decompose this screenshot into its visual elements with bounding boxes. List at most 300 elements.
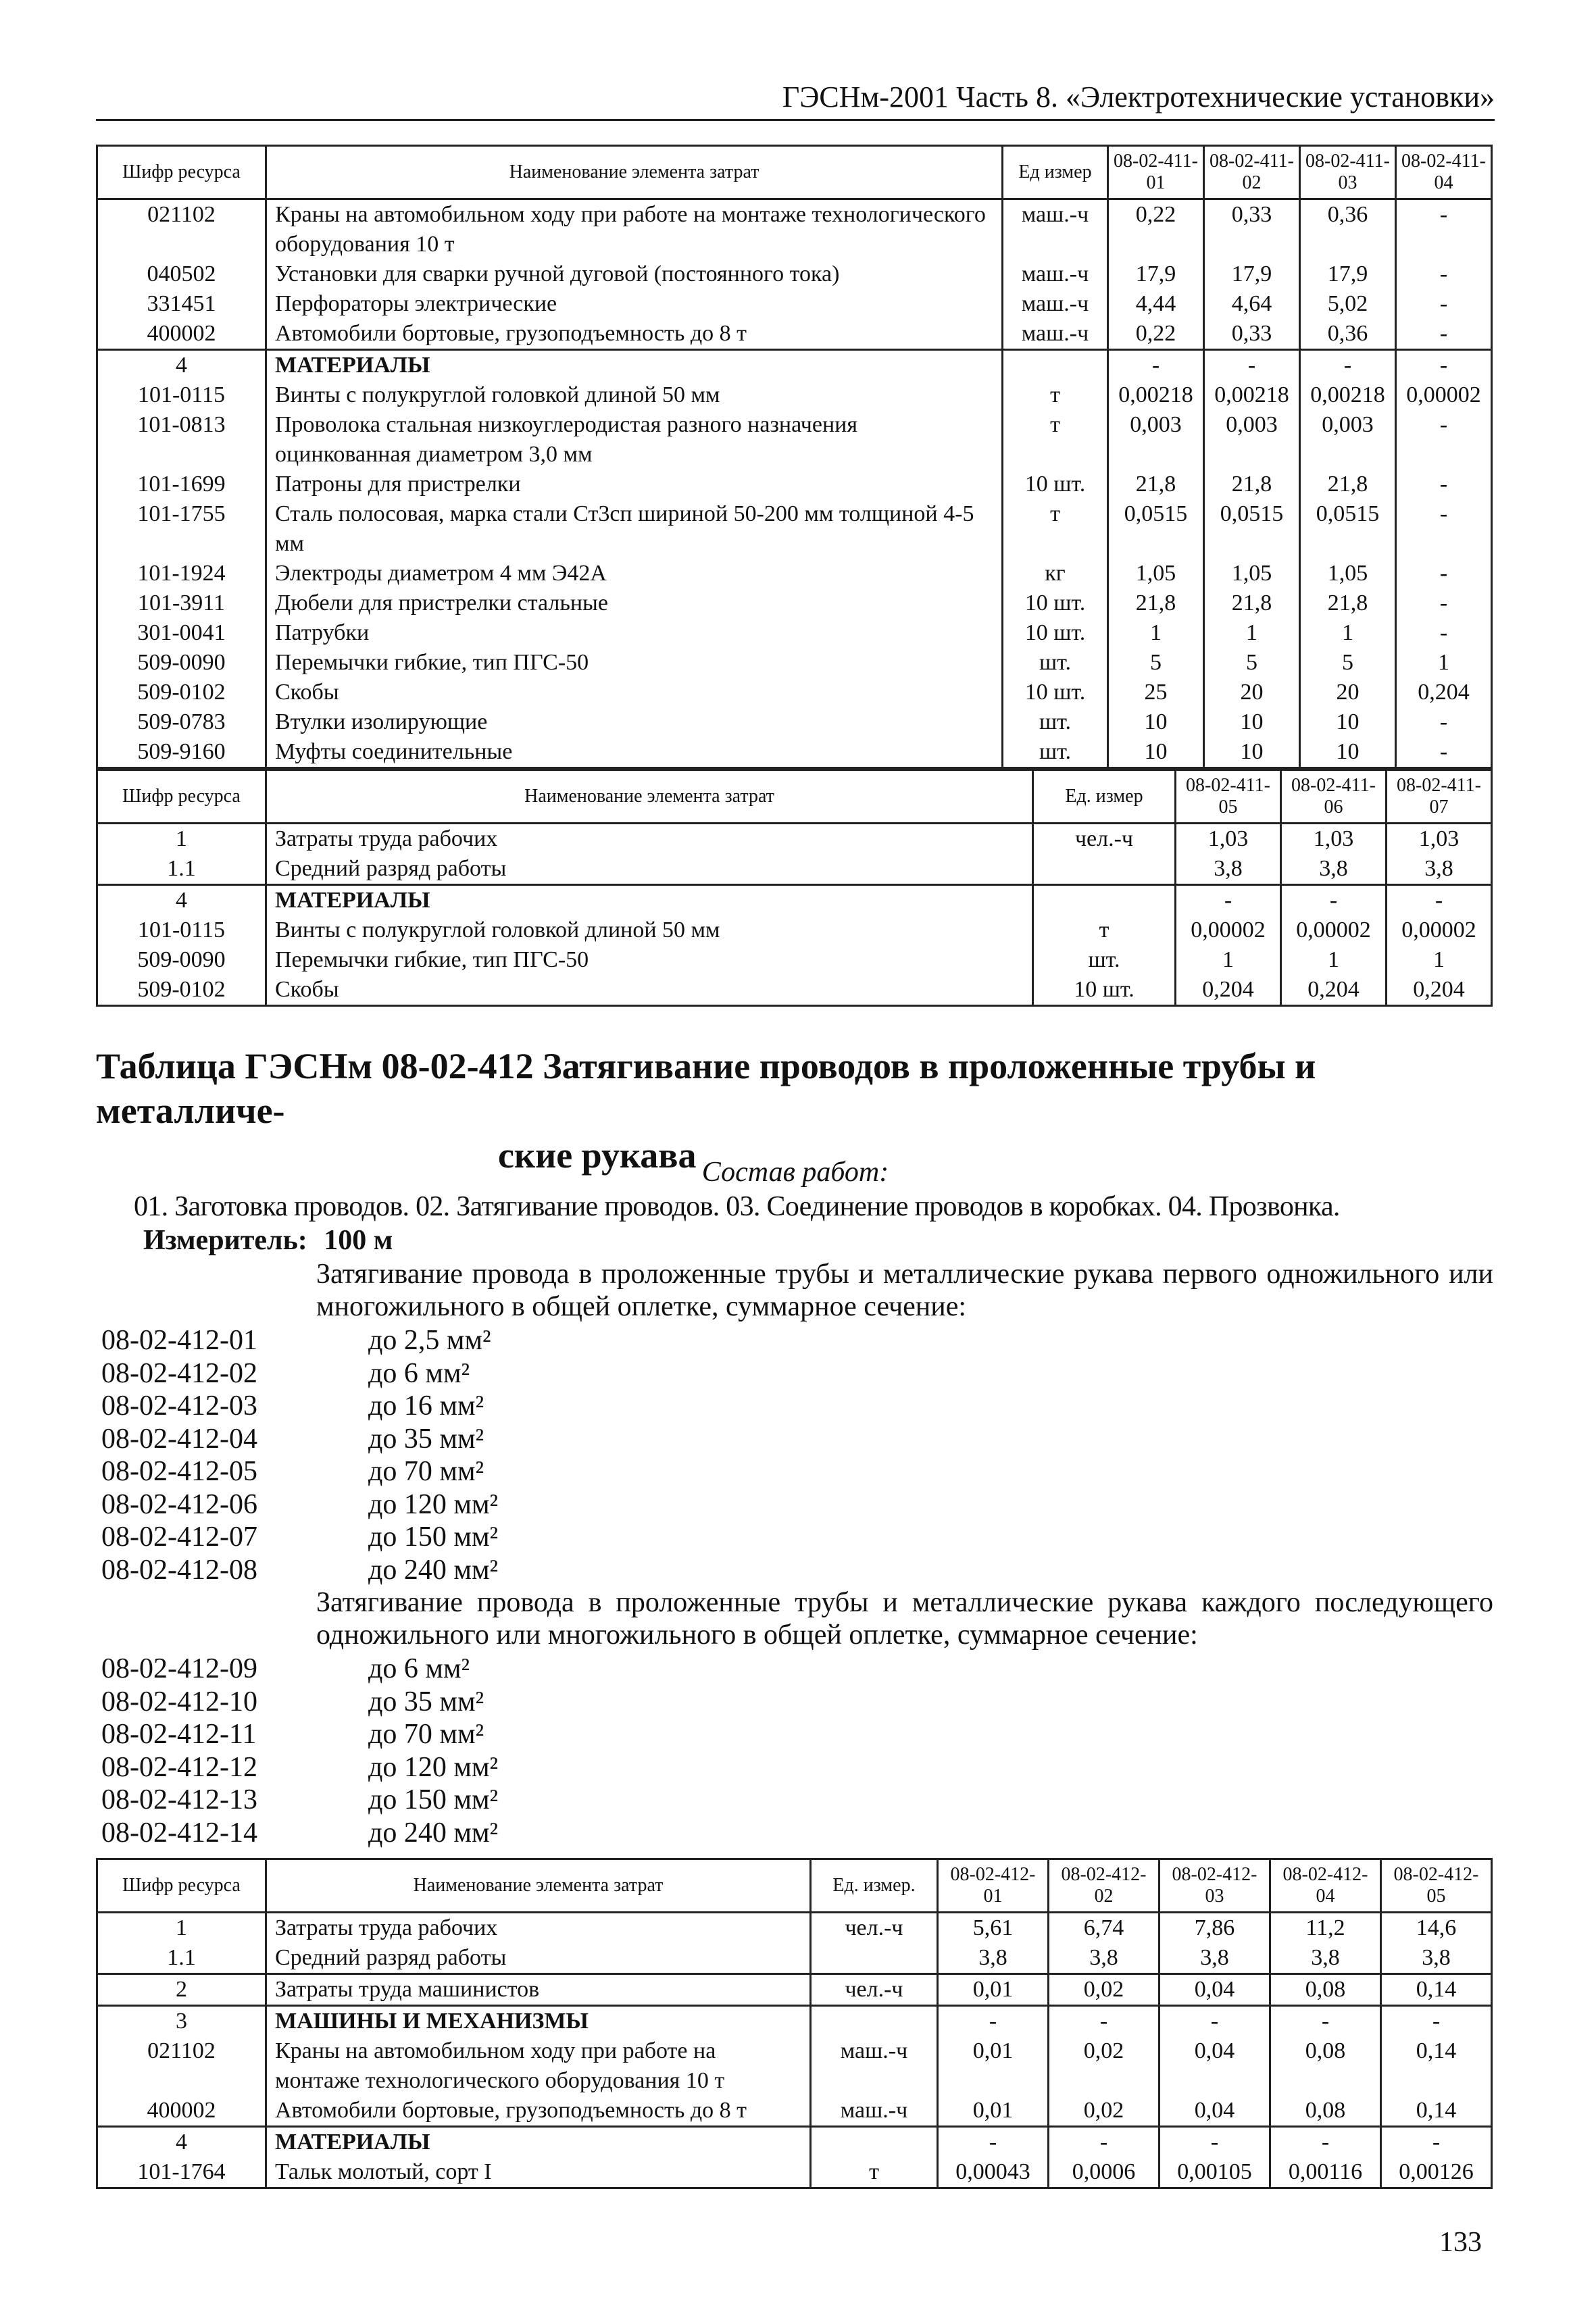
unit-cell: кг bbox=[1003, 559, 1108, 588]
resource-code-cell: 1 bbox=[97, 1913, 266, 1944]
value-cell: 10 bbox=[1204, 737, 1300, 768]
value-cell: 0,36 bbox=[1300, 319, 1396, 350]
value-cell: 3,8 bbox=[1387, 854, 1492, 885]
resource-code-cell: 040502 bbox=[97, 259, 266, 289]
norm-code: 08-02-412-01 bbox=[101, 1325, 257, 1356]
value-cell: 0,08 bbox=[1270, 2036, 1381, 2096]
norm-code: 08-02-412-09 bbox=[101, 1653, 257, 1684]
value-cell: 0,00218 bbox=[1300, 380, 1396, 410]
value-cell: 0,33 bbox=[1204, 319, 1300, 350]
value-cell: 21,8 bbox=[1300, 588, 1396, 618]
resource-table-411-01-04 bbox=[96, 145, 1493, 769]
value-cell: - bbox=[1281, 885, 1387, 916]
norm-description: до 120 мм² bbox=[368, 1751, 499, 1783]
resource-name-cell: Патроны для пристрелки bbox=[266, 470, 1003, 499]
composition-label: Состав работ: bbox=[701, 1157, 889, 1188]
value-cell: 1 bbox=[1108, 618, 1204, 648]
column-header: 08-02-411-01 bbox=[1108, 146, 1204, 199]
value-cell: - bbox=[1381, 2006, 1492, 2037]
value-cell: 10 bbox=[1108, 707, 1204, 737]
value-cell: 17,9 bbox=[1300, 259, 1396, 289]
resource-name-cell: Винты с полукруглой головкой длиной 50 мм bbox=[266, 915, 1033, 945]
value-cell: 0,003 bbox=[1204, 410, 1300, 470]
value-cell: - bbox=[1396, 259, 1492, 289]
resource-code-cell: 400002 bbox=[97, 319, 266, 350]
column-header: 08-02-411-04 bbox=[1396, 146, 1492, 199]
value-cell: - bbox=[1049, 2127, 1159, 2158]
value-cell: - bbox=[1396, 618, 1492, 648]
unit-cell: маш.-ч bbox=[1003, 259, 1108, 289]
value-cell: 3,8 bbox=[938, 1943, 1049, 1974]
resource-code-cell: 1.1 bbox=[97, 854, 266, 885]
resource-name-cell: Краны на автомобильном ходу при работе на монтаже технологического оборудования 10 т bbox=[266, 199, 1003, 260]
table-row bbox=[97, 588, 1492, 618]
value-cell: 0,04 bbox=[1159, 1974, 1270, 2006]
measure-label: Измеритель: bbox=[143, 1225, 307, 1256]
norm-code: 08-02-412-06 bbox=[101, 1488, 257, 1520]
value-cell: 0,00002 bbox=[1281, 915, 1387, 945]
value-cell: - bbox=[1159, 2127, 1270, 2158]
resource-name-cell: Автомобили бортовые, грузоподъемность до 8 т bbox=[266, 319, 1003, 350]
resource-code-cell: 331451 bbox=[97, 289, 266, 319]
table-row bbox=[97, 945, 1492, 975]
resource-name-cell: Средний разряд работы bbox=[266, 854, 1033, 885]
norm-code: 08-02-412-02 bbox=[101, 1357, 257, 1389]
table-header-row bbox=[97, 770, 1492, 824]
value-cell: 3,8 bbox=[1176, 854, 1281, 885]
value-cell: 0,00218 bbox=[1204, 380, 1300, 410]
column-header: Шифр ресурса bbox=[97, 770, 266, 824]
value-cell: - bbox=[1387, 885, 1492, 916]
value-cell: 17,9 bbox=[1108, 259, 1204, 289]
column-header: 08-02-412-02 bbox=[1049, 1859, 1159, 1913]
value-cell: 3,8 bbox=[1159, 1943, 1270, 1974]
code-list-item bbox=[101, 1554, 498, 1587]
running-header bbox=[96, 80, 1495, 121]
resource-name-cell: Скобы bbox=[266, 678, 1003, 707]
resource-code-cell: 4 bbox=[97, 350, 266, 381]
value-cell: 0,003 bbox=[1108, 410, 1204, 470]
running-header-text: ГЭСНм-2001 Часть 8. «Электротехнические установки» bbox=[782, 80, 1495, 114]
table-row bbox=[97, 559, 1492, 588]
value-cell: 1 bbox=[1300, 618, 1396, 648]
code-list-item bbox=[101, 1455, 498, 1488]
value-cell: 21,8 bbox=[1204, 588, 1300, 618]
value-cell: 21,8 bbox=[1204, 470, 1300, 499]
column-header: 08-02-411-02 bbox=[1204, 146, 1300, 199]
resource-name-cell: Краны на автомобильном ходу при работе на монтаже технологического оборудования 10 т bbox=[266, 2036, 811, 2096]
value-cell: 0,00116 bbox=[1270, 2157, 1381, 2188]
resource-name-cell: Втулки изолирующие bbox=[266, 707, 1003, 737]
unit-cell: маш.-ч bbox=[1003, 319, 1108, 350]
value-cell: 0,08 bbox=[1270, 1974, 1381, 2006]
column-header: Ед. измер bbox=[1033, 770, 1176, 824]
norm-code: 08-02-412-07 bbox=[101, 1521, 257, 1553]
code-list-item bbox=[101, 1357, 498, 1390]
value-cell: - bbox=[1396, 499, 1492, 559]
value-cell: 21,8 bbox=[1108, 470, 1204, 499]
norm-description: до 6 мм² bbox=[368, 1357, 470, 1389]
resource-table-412-01-05 bbox=[96, 1858, 1493, 2189]
resource-code-cell: 509-0102 bbox=[97, 975, 266, 1006]
norm-code: 08-02-412-10 bbox=[101, 1686, 257, 1717]
resource-code-cell: 101-0813 bbox=[97, 410, 266, 470]
unit-cell: шт. bbox=[1033, 945, 1176, 975]
resource-name-cell: МАТЕРИАЛЫ bbox=[266, 2127, 811, 2158]
unit-cell bbox=[811, 2006, 938, 2037]
value-cell: 1 bbox=[1281, 945, 1387, 975]
value-cell: 0,0006 bbox=[1049, 2157, 1159, 2188]
value-cell: 0,36 bbox=[1300, 199, 1396, 260]
value-cell: 0,0515 bbox=[1204, 499, 1300, 559]
resource-code-cell: 1 bbox=[97, 824, 266, 855]
norm-description: до 120 мм² bbox=[368, 1488, 499, 1520]
norm-code: 08-02-412-14 bbox=[101, 1817, 257, 1848]
value-cell: 0,00126 bbox=[1381, 2157, 1492, 2188]
table-row bbox=[97, 2006, 1492, 2037]
measure-line bbox=[143, 1224, 393, 1257]
resource-code-cell: 1.1 bbox=[97, 1943, 266, 1974]
value-cell: - bbox=[1300, 350, 1396, 381]
unit-cell: 10 шт. bbox=[1003, 588, 1108, 618]
column-header: Наименование элемента затрат bbox=[266, 770, 1033, 824]
value-cell: 1,05 bbox=[1204, 559, 1300, 588]
value-cell: 0,22 bbox=[1108, 319, 1204, 350]
unit-cell: 10 шт. bbox=[1003, 470, 1108, 499]
resource-code-cell: 021102 bbox=[97, 2036, 266, 2096]
unit-cell: маш.-ч bbox=[811, 2096, 938, 2127]
resource-name-cell: МАТЕРИАЛЫ bbox=[266, 350, 1003, 381]
column-header: 08-02-411-07 bbox=[1387, 770, 1492, 824]
unit-cell: т bbox=[1003, 499, 1108, 559]
code-list-item bbox=[101, 1324, 498, 1357]
group2-code-list bbox=[101, 1653, 498, 1849]
code-list-item bbox=[101, 1488, 498, 1521]
value-cell: - bbox=[1108, 350, 1204, 381]
section-title-line2: ские рукава bbox=[498, 1135, 697, 1176]
value-cell: 3,8 bbox=[1270, 1943, 1381, 1974]
unit-cell: 10 шт. bbox=[1033, 975, 1176, 1006]
resource-code-cell: 101-1755 bbox=[97, 499, 266, 559]
value-cell: - bbox=[1159, 2006, 1270, 2037]
table-row bbox=[97, 410, 1492, 470]
norm-description: до 16 мм² bbox=[368, 1390, 484, 1422]
group2-description: Затягивание провода в проложенные трубы и металлические рукава каждого последующего одножильного или многожильного в общей оплетке, суммарное сечение: bbox=[316, 1587, 1493, 1651]
resource-name-cell: МАШИНЫ И МЕХАНИЗМЫ bbox=[266, 2006, 811, 2037]
code-list-item bbox=[101, 1686, 498, 1719]
resource-code-cell: 509-9160 bbox=[97, 737, 266, 768]
value-cell: - bbox=[1204, 350, 1300, 381]
norm-code: 08-02-412-08 bbox=[101, 1554, 257, 1586]
column-header: 08-02-411-05 bbox=[1176, 770, 1281, 824]
table-row bbox=[97, 737, 1492, 768]
value-cell: 0,204 bbox=[1281, 975, 1387, 1006]
value-cell: 0,00218 bbox=[1108, 380, 1204, 410]
column-header: 08-02-411-03 bbox=[1300, 146, 1396, 199]
value-cell: 21,8 bbox=[1108, 588, 1204, 618]
group1-code-list bbox=[101, 1324, 498, 1586]
value-cell: 20 bbox=[1300, 678, 1396, 707]
value-cell: 10 bbox=[1300, 737, 1396, 768]
code-list-item bbox=[101, 1718, 498, 1751]
resource-code-cell: 021102 bbox=[97, 199, 266, 260]
column-header: Ед измер bbox=[1003, 146, 1108, 199]
value-cell: 0,204 bbox=[1396, 678, 1492, 707]
unit-cell: маш.-ч bbox=[1003, 199, 1108, 260]
norm-code: 08-02-412-11 bbox=[101, 1719, 257, 1750]
value-cell: 21,8 bbox=[1300, 470, 1396, 499]
value-cell: 10 bbox=[1300, 707, 1396, 737]
norm-code: 08-02-412-04 bbox=[101, 1423, 257, 1455]
resource-code-cell: 101-1764 bbox=[97, 2157, 266, 2188]
column-header: Ед. измер. bbox=[811, 1859, 938, 1913]
resource-name-cell: Сталь полосовая, марка стали Ст3сп шириной 50-200 мм толщиной 4-5 мм bbox=[266, 499, 1003, 559]
code-list-item bbox=[101, 1653, 498, 1686]
table-row bbox=[97, 259, 1492, 289]
value-cell: 0,003 bbox=[1300, 410, 1396, 470]
norm-description: до 35 мм² bbox=[368, 1423, 484, 1455]
value-cell: 0,33 bbox=[1204, 199, 1300, 260]
value-cell: 1 bbox=[1396, 648, 1492, 678]
value-cell: 0,14 bbox=[1381, 2036, 1492, 2096]
composition-text: 01. Заготовка проводов. 02. Затягивание проводов. 03. Соединение проводов в коробках. 04. Прозвонка. bbox=[134, 1191, 1340, 1222]
unit-cell: чел.-ч bbox=[811, 1913, 938, 1944]
value-cell: 0,01 bbox=[938, 2096, 1049, 2127]
resource-name-cell: Затраты труда машинистов bbox=[266, 1974, 811, 2006]
unit-cell: чел.-ч bbox=[1033, 824, 1176, 855]
value-cell: 0,14 bbox=[1381, 1974, 1492, 2006]
value-cell: - bbox=[1396, 707, 1492, 737]
value-cell: - bbox=[1396, 470, 1492, 499]
value-cell: - bbox=[1270, 2006, 1381, 2037]
code-list-item bbox=[101, 1751, 498, 1784]
value-cell: 1 bbox=[1176, 945, 1281, 975]
value-cell: - bbox=[1396, 588, 1492, 618]
resource-name-cell: Муфты соединительные bbox=[266, 737, 1003, 768]
resource-name-cell: Автомобили бортовые, грузоподъемность до 8 т bbox=[266, 2096, 811, 2127]
value-cell: 25 bbox=[1108, 678, 1204, 707]
resource-name-cell: Затраты труда рабочих bbox=[266, 824, 1033, 855]
value-cell: 17,9 bbox=[1204, 259, 1300, 289]
table-row bbox=[97, 2096, 1492, 2127]
value-cell: 1,05 bbox=[1108, 559, 1204, 588]
resource-code-cell: 509-0090 bbox=[97, 945, 266, 975]
value-cell: 1,03 bbox=[1281, 824, 1387, 855]
unit-cell: т bbox=[811, 2157, 938, 2188]
table-row bbox=[97, 1974, 1492, 2006]
unit-cell: чел.-ч bbox=[811, 1974, 938, 2006]
value-cell: 4,64 bbox=[1204, 289, 1300, 319]
value-cell: 4,44 bbox=[1108, 289, 1204, 319]
resource-code-cell: 2 bbox=[97, 1974, 266, 2006]
resource-name-cell: МАТЕРИАЛЫ bbox=[266, 885, 1033, 916]
value-cell: 5 bbox=[1300, 648, 1396, 678]
norm-code: 08-02-412-12 bbox=[101, 1751, 257, 1783]
resource-code-cell: 101-1699 bbox=[97, 470, 266, 499]
value-cell: 10 bbox=[1108, 737, 1204, 768]
resource-code-cell: 400002 bbox=[97, 2096, 266, 2127]
value-cell: 0,00105 bbox=[1159, 2157, 1270, 2188]
code-list-item bbox=[101, 1521, 498, 1554]
table-row bbox=[97, 2157, 1492, 2188]
value-cell: - bbox=[1381, 2127, 1492, 2158]
value-cell: - bbox=[1176, 885, 1281, 916]
norm-description: до 6 мм² bbox=[368, 1653, 470, 1684]
value-cell: 0,0515 bbox=[1108, 499, 1204, 559]
norm-description: до 150 мм² bbox=[368, 1521, 499, 1553]
resource-name-cell: Проволока стальная низкоуглеродистая разного назначения оцинкованная диаметром 3,0 мм bbox=[266, 410, 1003, 470]
unit-cell: шт. bbox=[1003, 737, 1108, 768]
value-cell: 0,08 bbox=[1270, 2096, 1381, 2127]
value-cell: 0,02 bbox=[1049, 1974, 1159, 2006]
value-cell: 0,14 bbox=[1381, 2096, 1492, 2127]
table-row bbox=[97, 648, 1492, 678]
resource-table-411-05-07 bbox=[96, 769, 1493, 1007]
unit-cell: т bbox=[1003, 410, 1108, 470]
resource-code-cell: 3 bbox=[97, 2006, 266, 2037]
unit-cell bbox=[811, 2127, 938, 2158]
table-row bbox=[97, 915, 1492, 945]
value-cell: 20 bbox=[1204, 678, 1300, 707]
value-cell: - bbox=[1396, 319, 1492, 350]
value-cell: 0,02 bbox=[1049, 2096, 1159, 2127]
table-row bbox=[97, 854, 1492, 885]
value-cell: 0,01 bbox=[938, 1974, 1049, 2006]
norm-description: до 70 мм² bbox=[368, 1456, 484, 1487]
code-list-item bbox=[101, 1817, 498, 1850]
value-cell: 0,00043 bbox=[938, 2157, 1049, 2188]
value-cell: 6,74 bbox=[1049, 1913, 1159, 1944]
table-row bbox=[97, 380, 1492, 410]
column-header: Шифр ресурса bbox=[97, 146, 266, 199]
code-list-item bbox=[101, 1784, 498, 1817]
value-cell: 1 bbox=[1204, 618, 1300, 648]
resource-name-cell: Средний разряд работы bbox=[266, 1943, 811, 1974]
value-cell: 0,204 bbox=[1387, 975, 1492, 1006]
table-row bbox=[97, 975, 1492, 1006]
unit-cell: шт. bbox=[1003, 648, 1108, 678]
table-header-row bbox=[97, 1859, 1492, 1913]
value-cell: 1,03 bbox=[1387, 824, 1492, 855]
value-cell: - bbox=[1396, 559, 1492, 588]
unit-cell bbox=[1003, 350, 1108, 381]
norm-description: до 70 мм² bbox=[368, 1719, 484, 1750]
table-row bbox=[97, 1943, 1492, 1974]
value-cell: 11,2 bbox=[1270, 1913, 1381, 1944]
value-cell: - bbox=[938, 2006, 1049, 2037]
value-cell: 7,86 bbox=[1159, 1913, 1270, 1944]
resource-code-cell: 509-0102 bbox=[97, 678, 266, 707]
column-header: 08-02-412-04 bbox=[1270, 1859, 1381, 1913]
resource-code-cell: 101-0115 bbox=[97, 915, 266, 945]
code-list-item bbox=[101, 1390, 498, 1423]
value-cell: 14,6 bbox=[1381, 1913, 1492, 1944]
column-header: Наименование элемента затрат bbox=[266, 146, 1003, 199]
resource-name-cell: Перемычки гибкие, тип ПГС-50 bbox=[266, 945, 1033, 975]
column-header: 08-02-412-03 bbox=[1159, 1859, 1270, 1913]
section-title-line1: Таблица ГЭСНм 08-02-412 Затягивание проводов в проложенные трубы и металличе- bbox=[96, 1046, 1316, 1131]
norm-code: 08-02-412-03 bbox=[101, 1390, 257, 1422]
table-row bbox=[97, 499, 1492, 559]
table-row bbox=[97, 289, 1492, 319]
value-cell: - bbox=[1270, 2127, 1381, 2158]
table-row bbox=[97, 2127, 1492, 2158]
value-cell: 3,8 bbox=[1381, 1943, 1492, 1974]
value-cell: 0,04 bbox=[1159, 2036, 1270, 2096]
column-header: Шифр ресурса bbox=[97, 1859, 266, 1913]
table-row bbox=[97, 350, 1492, 381]
value-cell: 1 bbox=[1387, 945, 1492, 975]
value-cell: 0,00002 bbox=[1176, 915, 1281, 945]
table-header-row bbox=[97, 146, 1492, 199]
value-cell: 3,8 bbox=[1281, 854, 1387, 885]
resource-name-cell: Скобы bbox=[266, 975, 1033, 1006]
resource-code-cell: 101-1924 bbox=[97, 559, 266, 588]
table-row bbox=[97, 1913, 1492, 1944]
table-row bbox=[97, 824, 1492, 855]
value-cell: - bbox=[1396, 737, 1492, 768]
value-cell: 5,02 bbox=[1300, 289, 1396, 319]
unit-cell: маш.-ч bbox=[811, 2036, 938, 2096]
norm-code: 08-02-412-13 bbox=[101, 1784, 257, 1815]
resource-code-cell: 4 bbox=[97, 2127, 266, 2158]
page-number: 133 bbox=[1439, 2227, 1482, 2258]
norm-description: до 2,5 мм² bbox=[368, 1325, 491, 1356]
value-cell: - bbox=[1396, 199, 1492, 260]
table-row bbox=[97, 707, 1492, 737]
unit-cell: маш.-ч bbox=[1003, 289, 1108, 319]
unit-cell: 10 шт. bbox=[1003, 678, 1108, 707]
value-cell: 5 bbox=[1204, 648, 1300, 678]
resource-code-cell: 509-0783 bbox=[97, 707, 266, 737]
resource-name-cell: Тальк молотый, сорт I bbox=[266, 2157, 811, 2188]
unit-cell: т bbox=[1033, 915, 1176, 945]
table-row bbox=[97, 319, 1492, 350]
column-header: 08-02-412-05 bbox=[1381, 1859, 1492, 1913]
table-row bbox=[97, 618, 1492, 648]
column-header: Наименование элемента затрат bbox=[266, 1859, 811, 1913]
value-cell: 1,05 bbox=[1300, 559, 1396, 588]
value-cell: 0,02 bbox=[1049, 2036, 1159, 2096]
table-row bbox=[97, 199, 1492, 260]
resource-name-cell: Патрубки bbox=[266, 618, 1003, 648]
column-header: 08-02-411-06 bbox=[1281, 770, 1387, 824]
table-row bbox=[97, 885, 1492, 916]
value-cell: - bbox=[1049, 2006, 1159, 2037]
value-cell: 0,00002 bbox=[1387, 915, 1492, 945]
table-row bbox=[97, 470, 1492, 499]
norm-description: до 240 мм² bbox=[368, 1554, 499, 1586]
value-cell: 10 bbox=[1204, 707, 1300, 737]
value-cell: 3,8 bbox=[1049, 1943, 1159, 1974]
value-cell: 0,22 bbox=[1108, 199, 1204, 260]
resource-code-cell: 101-3911 bbox=[97, 588, 266, 618]
resource-name-cell: Установки для сварки ручной дуговой (постоянного тока) bbox=[266, 259, 1003, 289]
resource-code-cell: 301-0041 bbox=[97, 618, 266, 648]
unit-cell: шт. bbox=[1003, 707, 1108, 737]
table-row bbox=[97, 678, 1492, 707]
code-list-item bbox=[101, 1423, 498, 1456]
norm-description: до 35 мм² bbox=[368, 1686, 484, 1717]
resource-name-cell: Перфораторы электрические bbox=[266, 289, 1003, 319]
unit-cell bbox=[811, 1943, 938, 1974]
measure-value: 100 м bbox=[324, 1225, 393, 1256]
value-cell: 0,01 bbox=[938, 2036, 1049, 2096]
unit-cell: 10 шт. bbox=[1003, 618, 1108, 648]
resource-name-cell: Винты с полукруглой головкой длиной 50 мм bbox=[266, 380, 1003, 410]
value-cell: 5 bbox=[1108, 648, 1204, 678]
resource-name-cell: Электроды диаметром 4 мм Э42А bbox=[266, 559, 1003, 588]
